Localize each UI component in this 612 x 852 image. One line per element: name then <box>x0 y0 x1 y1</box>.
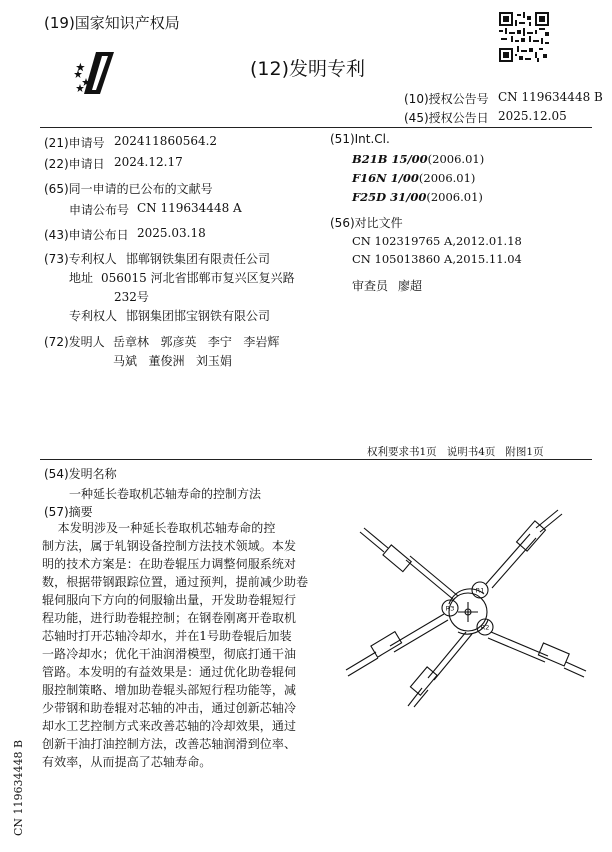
ipc-version: (2006.01) <box>418 171 476 185</box>
address-line1: 056015 河北省邯郸市复兴区复兴路 <box>101 271 295 285</box>
examiner: 廖超 <box>398 279 423 293</box>
inventors-line1: 岳章林 郭彦英 李宁 李岩辉 <box>113 335 280 349</box>
address-line2: 232号 <box>114 290 149 304</box>
abstract-line: 明的技术方案是：在助卷辊压力调整伺服系统对 <box>42 557 297 571</box>
ipc-entry <box>352 171 475 185</box>
patentee2: 邯钢集团邯宝钢铁有限公司 <box>126 309 271 323</box>
abstract-line: 本发明涉及一种延长卷取机芯轴寿命的控 <box>42 521 276 535</box>
ipc-version: (2006.01) <box>427 152 485 166</box>
pub-date: 2025.03.18 <box>137 226 206 240</box>
abstract-line: 服控制策略、增加助卷辊头部短行程功能等，减 <box>42 683 297 697</box>
inventors-label: (72)发明人 <box>44 335 105 349</box>
abstract-line: 程功能，进行助卷辊控制；在钢卷刚离开卷取机 <box>42 611 297 625</box>
examiner-label: 审查员 <box>352 279 389 293</box>
abstract-line: 却水工艺控制方式来改善芯轴的冷却效果，通过 <box>42 719 297 733</box>
app-date: 2024.12.17 <box>114 155 183 169</box>
cnipa-logo <box>74 50 120 96</box>
grant-date-label: (45)授权公告日 <box>404 111 489 125</box>
patentee: 邯郸钢铁集团有限责任公司 <box>126 252 271 266</box>
grant-date: 2025.12.05 <box>498 109 567 123</box>
pub-date-label: (43)申请公布日 <box>44 228 129 242</box>
abstract-line: 一路冷却水；优化干油润滑模型，彻底打通干油 <box>42 647 297 661</box>
ref-entry: CN 102319765 A,2012.01.18 <box>352 234 522 248</box>
label-r2: R2 <box>480 623 490 632</box>
doc-type: (12)发明专利 <box>250 58 366 80</box>
abstract-line: 芯轴时打开芯轴冷却水，并在1号助卷辊后加装 <box>42 629 292 643</box>
office-name: (19)国家知识产权局 <box>44 14 180 32</box>
grant-no: CN 119634448 B <box>498 90 603 104</box>
pub-no-label: 申请公布号 <box>69 203 130 217</box>
ipc-version: (2006.01) <box>426 190 483 204</box>
ipc-code: B21B 15/00 <box>352 152 428 166</box>
ipc-entry <box>352 190 483 204</box>
same-app-label: (65)同一申请的已公布的文献号 <box>44 182 213 196</box>
abstract-line: 有效率，从而提高了芯轴寿命。 <box>42 755 212 769</box>
abstract-line: 创新干油打油控制方法，改善芯轴润滑到位率、 <box>42 737 297 751</box>
invention-title: 一种延长卷取机芯轴寿命的控制方法 <box>69 487 262 501</box>
abstract-line: 数，根据带钢跟踪位置，通过预判，提前减少助卷 <box>42 575 309 589</box>
grant-no-label: (10)授权公告号 <box>404 92 489 106</box>
app-date-label: (22)申请日 <box>44 157 105 171</box>
ipc-code: F25D 31/00 <box>352 190 427 204</box>
side-publication-no: CN 119634448 B <box>12 739 25 836</box>
abstract-line: 少带钢和助卷辊对芯轴的冲击，通过创新芯轴冷 <box>42 701 297 715</box>
intcl-label: (51)Int.Cl. <box>330 132 390 146</box>
ref-entry: CN 105013860 A,2015.11.04 <box>352 252 522 266</box>
patentee2-label: 专利权人 <box>69 309 118 323</box>
app-no: 202411860564.2 <box>114 134 218 148</box>
label-r1: R1 <box>475 586 485 595</box>
label-r3: R3 <box>445 604 455 613</box>
title-label: (54)发明名称 <box>44 467 117 481</box>
abstract-label: (57)摘要 <box>44 505 93 519</box>
abstract-line: 管路。本发明的有益效果是：通过优化助卷辊伺 <box>42 665 297 679</box>
section-divider <box>40 459 592 460</box>
abstract-line: 辊伺服向下方向的伺服输出量，开发助卷辊短行 <box>42 593 297 607</box>
pub-no: CN 119634448 A <box>137 201 242 215</box>
patentee-label: (73)专利权人 <box>44 252 117 266</box>
address-label: 地址 <box>69 271 94 285</box>
refs-label: (56)对比文件 <box>330 216 403 230</box>
ipc-entry <box>352 152 484 166</box>
pages-info: 权利要求书1页 说明书4页 附图1页 <box>367 446 544 458</box>
abstract-figure <box>318 508 596 708</box>
qr-code <box>499 12 549 62</box>
inventors-line2: 马斌 董俊洲 刘玉娟 <box>113 354 232 368</box>
header-divider <box>40 127 592 128</box>
ipc-code: F16N 1/00 <box>352 171 419 185</box>
app-no-label: (21)申请号 <box>44 136 105 150</box>
abstract-line: 制方法，属于轧钢设备控制方法技术领域。本发 <box>42 539 297 553</box>
